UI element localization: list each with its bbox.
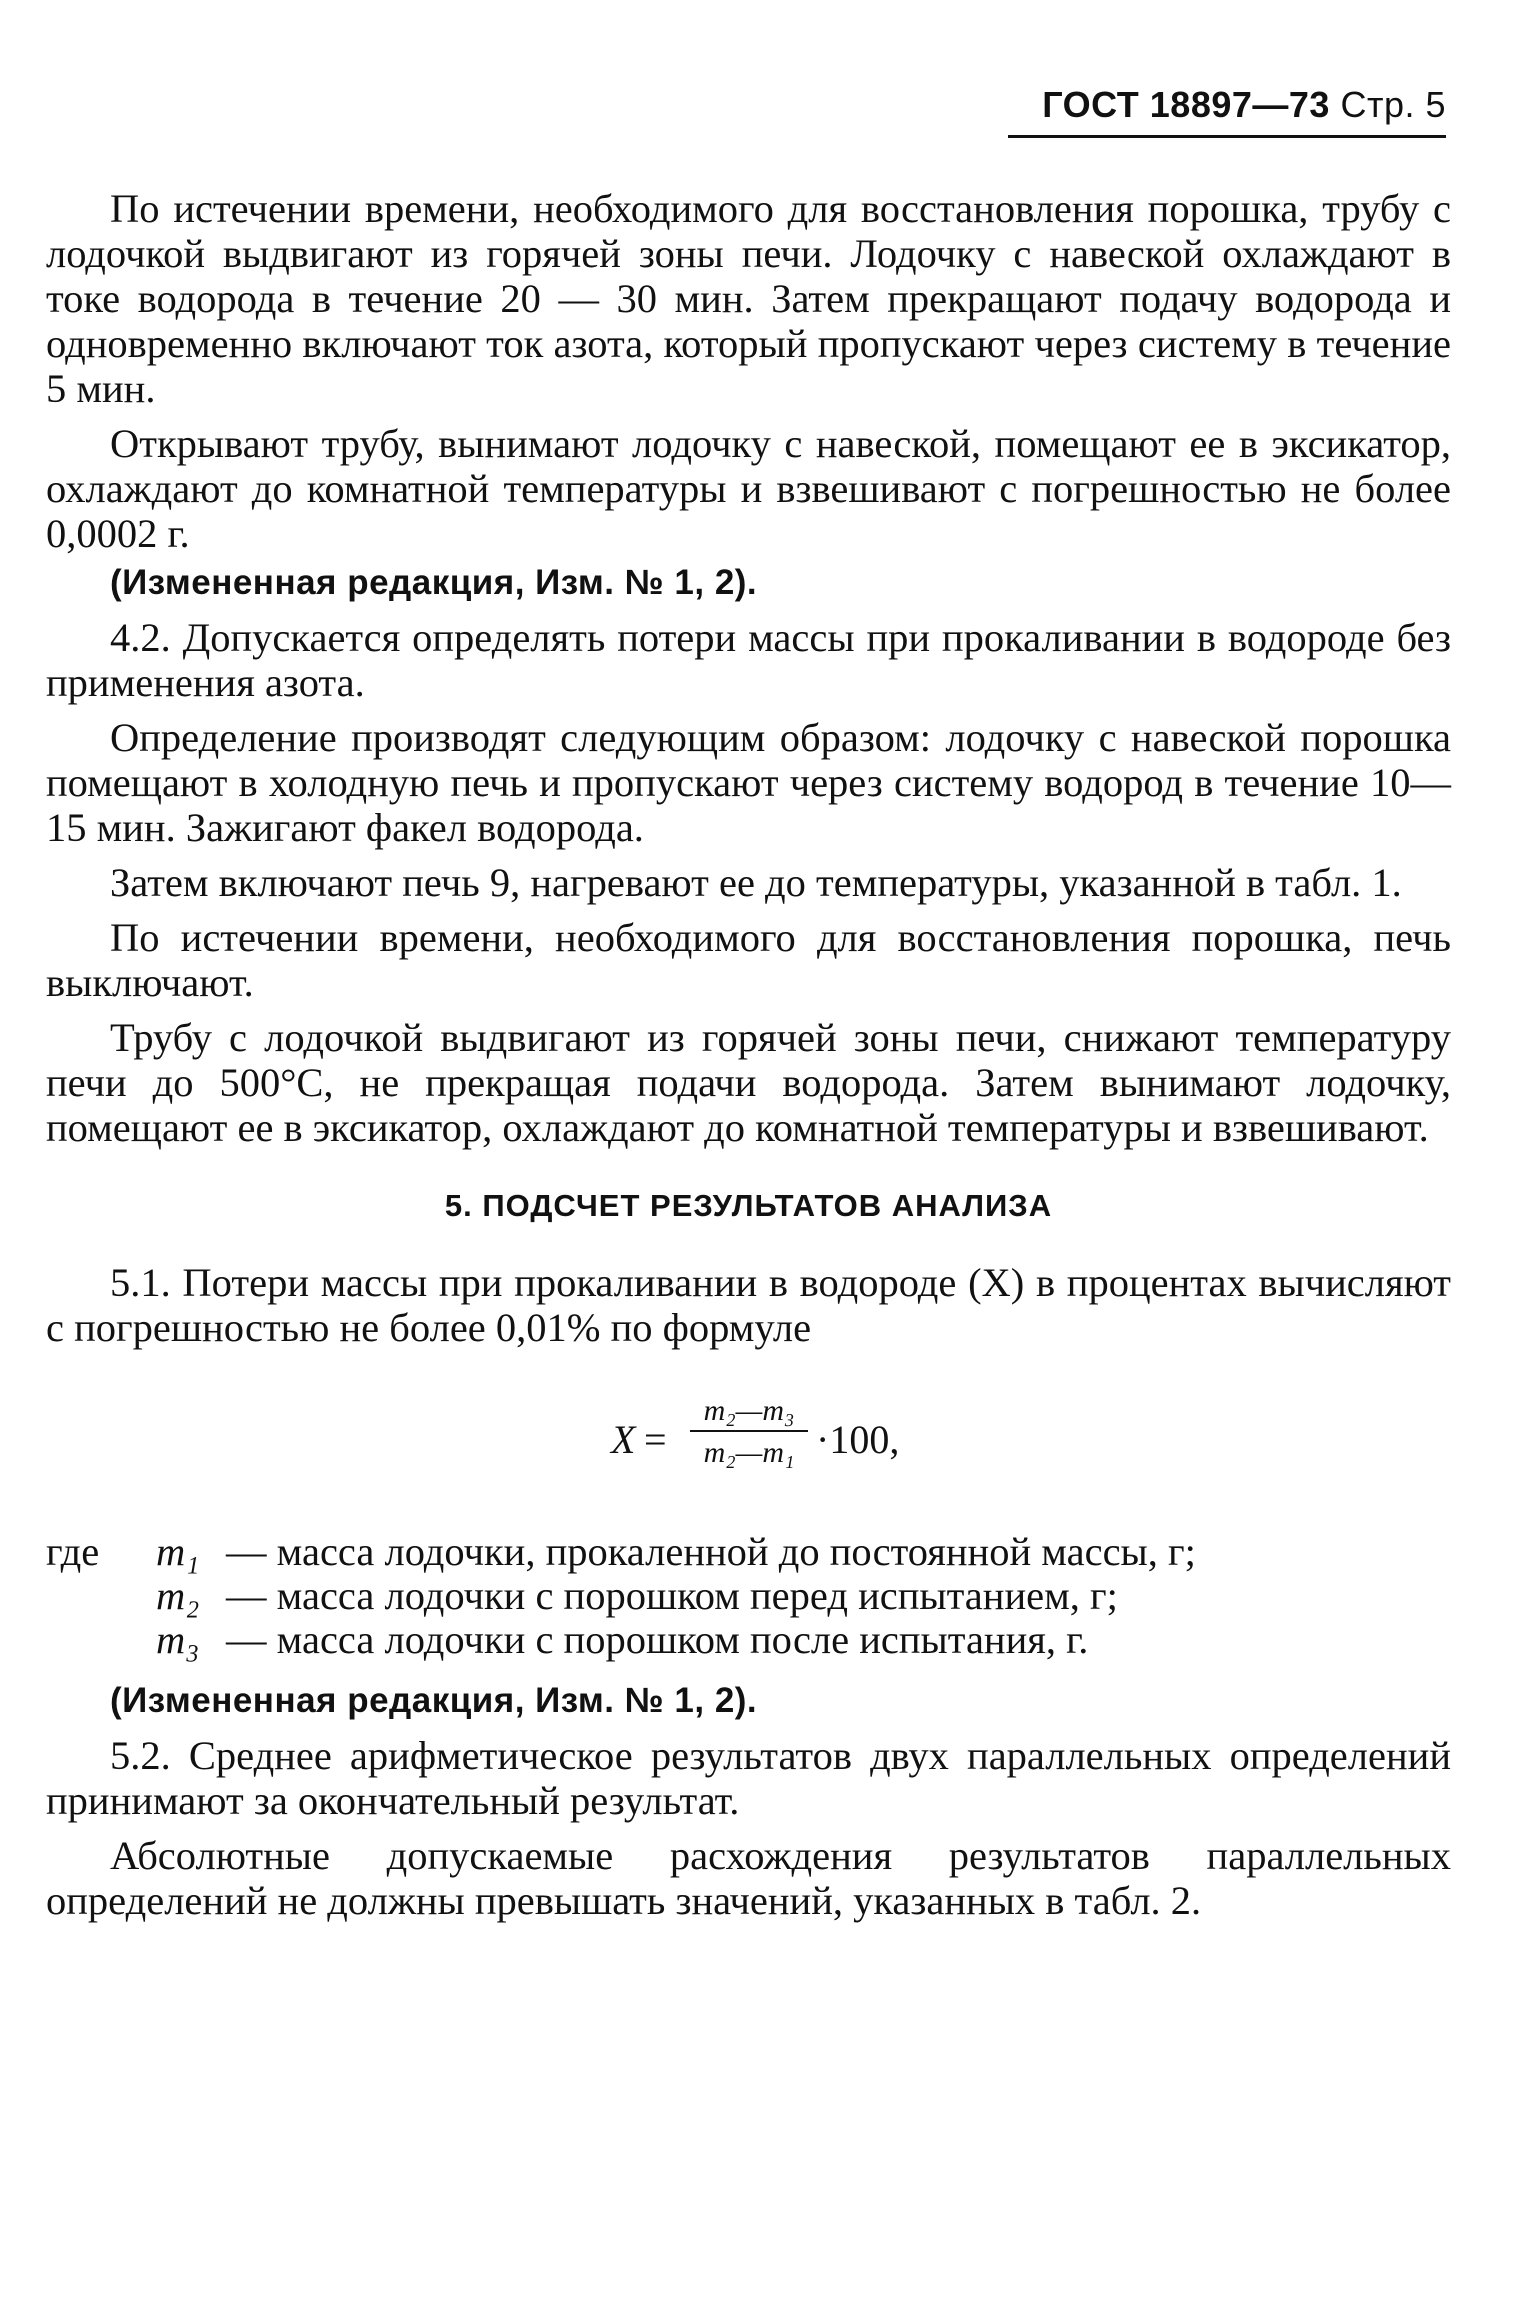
definition-row — [46, 1574, 1451, 1618]
definition-text: — масса лодочки, прокаленной до постоянной массы, г; — [226, 1529, 1196, 1574]
section-title: 5. ПОДСЧЕТ РЕЗУЛЬТАТОВ АНАЛИЗА — [444, 1188, 1053, 1223]
formula — [46, 1380, 1451, 1500]
paragraph: 5.1. Потери массы при прокаливании в водороде (X) в процентах вычисляют с погрешностью не более 0,01% по формуле — [46, 1260, 1451, 1350]
where-label: где — [46, 1529, 100, 1574]
definition-text: — масса лодочки с порошком перед испытанием, г; — [226, 1573, 1118, 1618]
paragraph: 5.2. Среднее арифметическое результатов двух параллельных определений принимают за окончательный результат. — [46, 1733, 1451, 1823]
fraction-bar — [690, 1430, 808, 1432]
definition-text: — масса лодочки с порошком после испытания, г. — [226, 1617, 1089, 1662]
paragraph: Затем включают печь 9, нагревают ее до температуры, указанной в табл. 1. — [110, 860, 1402, 905]
definition-symbol: m₁ — [156, 1529, 200, 1574]
paragraph: Открывают трубу, вынимают лодочку с навеской, помещают ее в эксикатор, охлаждают до комнатной температуры и взвешивают с погрешностью не более 0,0002 г. — [46, 421, 1451, 556]
formula-numerator: m₂—m₃ — [703, 1394, 795, 1427]
paragraph: По истечении времени, необходимого для восстановления порошка, трубу с лодочкой выдвигают из горячей зоны печи. Лодочку с навеской охлаждают в токе водорода в течение 20 — 30 мин. Затем прекращают подачу водорода и одновременно включают ток азота, который пропускают через систему в течение 5 мин. — [46, 186, 1451, 411]
page-header — [1006, 84, 1446, 126]
formula-fraction — [684, 1394, 814, 1470]
standard-number: ГОСТ 18897—73 — [1042, 84, 1330, 125]
formula-equals: = — [644, 1417, 667, 1462]
page-number: Стр. 5 — [1340, 84, 1446, 125]
paragraph: Абсолютные допускаемые расхождения результатов параллельных определений не должны превышать значений, указанных в табл. 2. — [46, 1833, 1451, 1923]
paragraph: 4.2. Допускается определять потери массы при прокаливании в водороде без применения азота. — [46, 615, 1451, 705]
symbol-definitions — [46, 1530, 1451, 1662]
paragraph: Трубу с лодочкой выдвигают из горячей зоны печи, снижают температуру печи до 500°С, не прекращая подачи водорода. Затем вынимают лодочку, помещают ее в эксикатор, охлаждают до комнатной температуры и взвешивают. — [46, 1015, 1451, 1150]
header-rule — [1008, 135, 1446, 138]
definition-symbol: m₂ — [156, 1573, 200, 1618]
amendment-note: (Измененная редакция, Изм. № 1, 2). — [110, 1681, 758, 1720]
formula-denominator: m₂—m₁ — [703, 1436, 795, 1469]
definition-row — [46, 1530, 1451, 1574]
definition-row — [46, 1618, 1451, 1662]
amendment-note: (Измененная редакция, Изм. № 1, 2). — [110, 563, 758, 602]
paragraph: По истечении времени, необходимого для восстановления порошка, печь выключают. — [46, 915, 1451, 1005]
formula-lhs: X — [611, 1417, 636, 1462]
paragraph: Определение производят следующим образом: лодочку с навеской порошка помещают в холодную печь и пропускают через систему водород в течение 10—15 мин. Зажигают факел водорода. — [46, 715, 1451, 850]
document-body — [46, 186, 1451, 1933]
definition-symbol: m₃ — [156, 1617, 200, 1662]
formula-multiplier: ·100, — [816, 1417, 900, 1462]
